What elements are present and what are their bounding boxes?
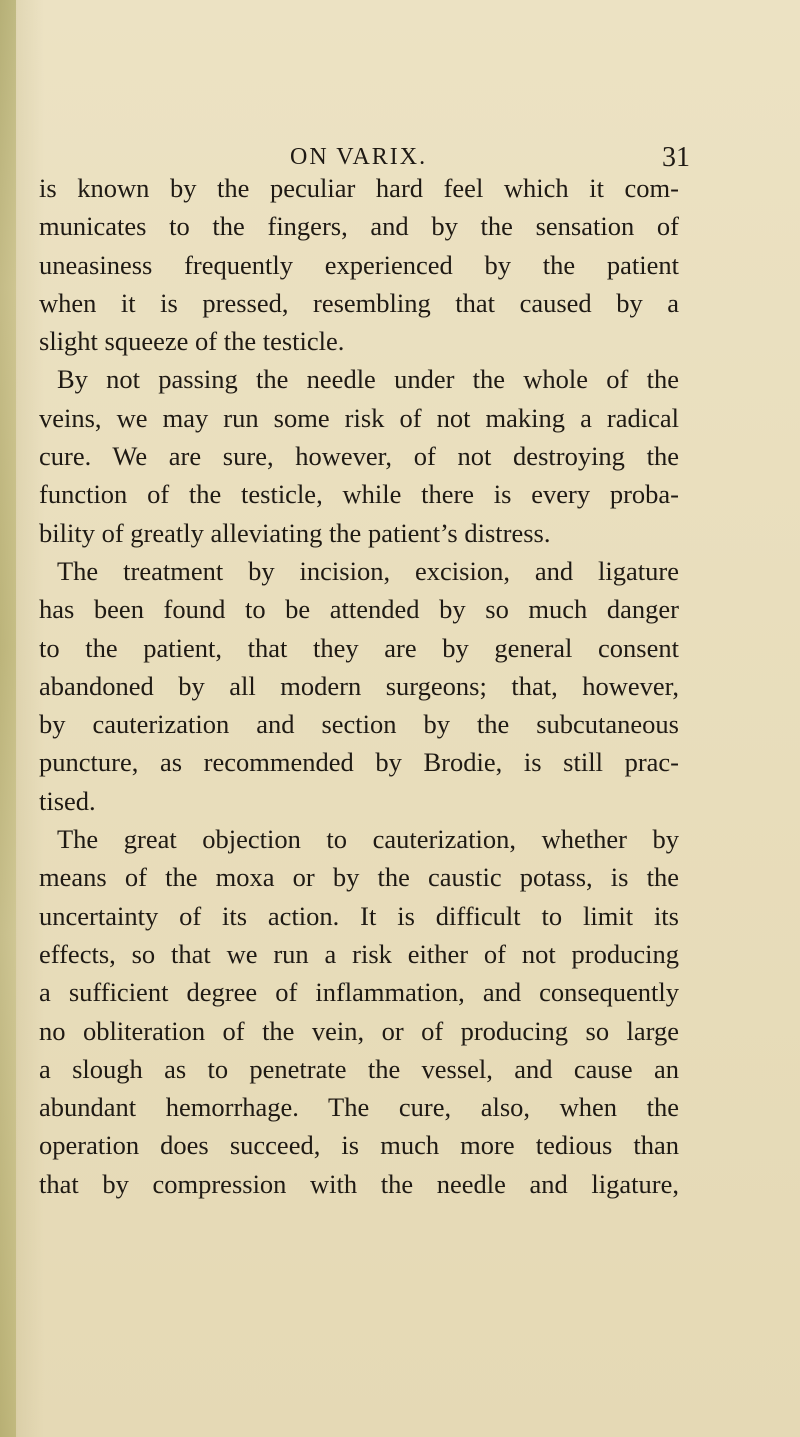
text-line: cure. We are sure, however, of not destroying the: [39, 441, 679, 472]
text-line: By not passing the needle under the whole of the: [57, 364, 679, 395]
text-line: to the patient, that they are by general consent: [39, 632, 679, 663]
text-line: that by compression with the needle and ligature,: [39, 1168, 679, 1199]
text-line: The great objection to cauterization, whether by: [57, 824, 679, 855]
text-line: uneasiness frequently experienced by the patient: [39, 249, 679, 280]
text-line: no obliteration of the vein, or of producing so large: [39, 1015, 679, 1046]
text-line: is known by the peculiar hard feel which it com-: [39, 173, 679, 203]
page-number: 31: [662, 142, 690, 173]
text-line: abundant hemorrhage. The cure, also, when the: [39, 1092, 679, 1123]
text-line: veins, we may run some risk of not making a radical: [39, 402, 679, 433]
running-title: ON VARIX.: [290, 144, 428, 170]
text-line: The treatment by incision, excision, and ligature: [57, 555, 679, 586]
text-line: abandoned by all modern surgeons; that, however,: [39, 670, 679, 701]
text-line: puncture, as recommended by Brodie, is still prac-: [39, 747, 679, 778]
text-line: a slough as to penetrate the vessel, and cause an: [39, 1053, 679, 1084]
text-line: means of the moxa or by the caustic potass, is the: [39, 862, 679, 893]
text-line: has been found to be attended by so much danger: [39, 594, 679, 625]
text-line: effects, so that we run a risk either of not producing: [39, 938, 679, 969]
text-line: a sufficient degree of inflammation, and consequently: [39, 977, 679, 1008]
text-line: function of the testicle, while there is every proba-: [39, 479, 679, 510]
text-line: when it is pressed, resembling that caused by a: [39, 287, 679, 318]
text-line: municates to the fingers, and by the sensation of: [39, 211, 679, 242]
text-line: slight squeeze of the testicle.: [39, 326, 345, 357]
body-text: [39, 169, 679, 1203]
text-line: bility of greatly alleviating the patient’s distress.: [39, 517, 551, 548]
text-line: operation does succeed, is much more tedious than: [39, 1130, 679, 1161]
text-line: uncertainty of its action. It is difficult to limit its: [39, 900, 679, 931]
text-line: by cauterization and section by the subcutaneous: [39, 709, 679, 740]
page-binding-edge: [0, 0, 16, 1437]
text-line: tised.: [39, 785, 96, 816]
